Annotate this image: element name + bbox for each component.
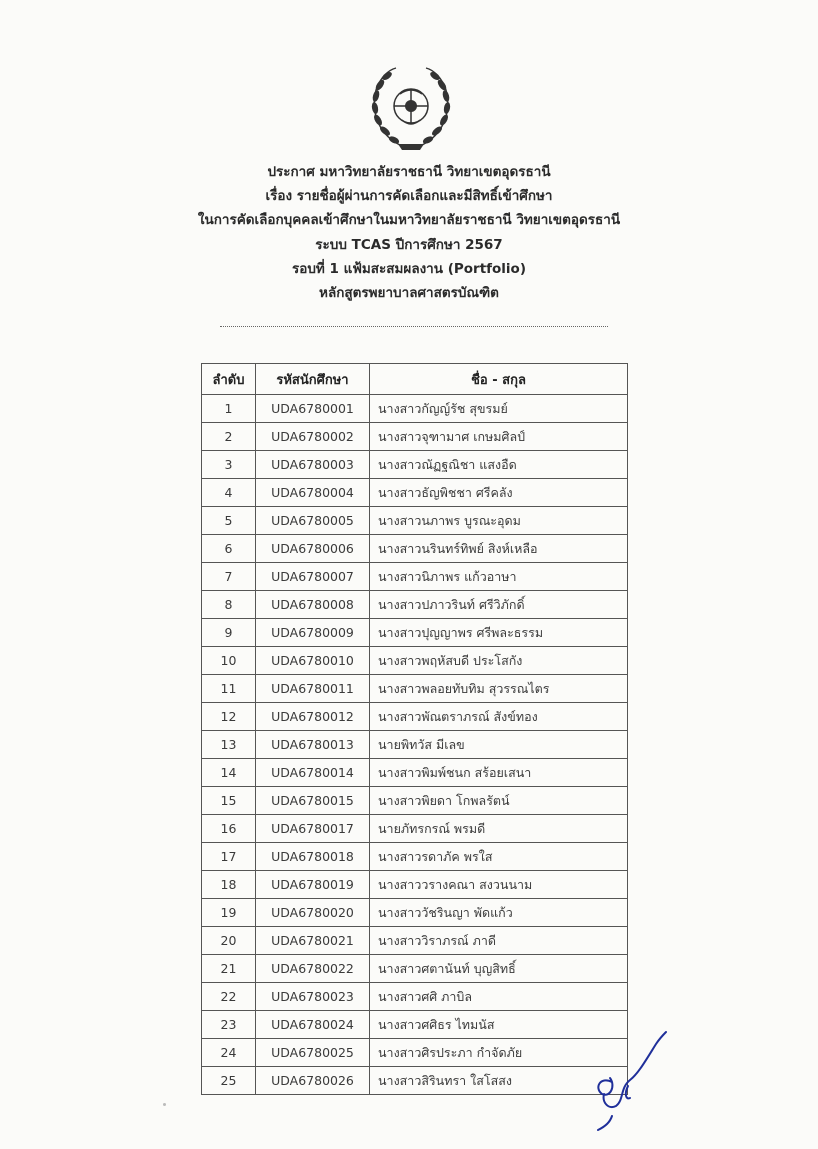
table-row [202, 479, 628, 507]
row-order: 9 [202, 619, 256, 647]
announcement-header [0, 160, 818, 305]
table-row [202, 675, 628, 703]
row-full-name: นางสาวสิรินทรา ใสโสสง [370, 1067, 628, 1095]
row-full-name: นางสาวนิภาพร แก้วอาษา [370, 563, 628, 591]
row-full-name: นางสาวพิยดา โกพลรัตน์ [370, 787, 628, 815]
table-row [202, 1039, 628, 1067]
row-student-id: UDA6780010 [256, 647, 370, 675]
row-order: 8 [202, 591, 256, 619]
row-full-name: นายภัทรกรณ์ พรมดี [370, 815, 628, 843]
row-student-id: UDA6780015 [256, 787, 370, 815]
table-row [202, 899, 628, 927]
row-full-name: นายพิทวัส มีเลข [370, 731, 628, 759]
table-row [202, 955, 628, 983]
row-student-id: UDA6780019 [256, 871, 370, 899]
table-row [202, 759, 628, 787]
row-order: 3 [202, 451, 256, 479]
row-student-id: UDA6780004 [256, 479, 370, 507]
table-row [202, 423, 628, 451]
row-order: 6 [202, 535, 256, 563]
table-row [202, 843, 628, 871]
announcement-round: รอบที่ 1 แฟ้มสะสมผลงาน (Portfolio) [292, 260, 526, 277]
row-full-name: นางสาวพัณตราภรณ์ สังข์ทอง [370, 703, 628, 731]
row-student-id: UDA6780014 [256, 759, 370, 787]
row-order: 25 [202, 1067, 256, 1095]
row-order: 11 [202, 675, 256, 703]
table-row [202, 1067, 628, 1095]
table-row [202, 535, 628, 563]
table-row [202, 563, 628, 591]
row-student-id: UDA6780002 [256, 423, 370, 451]
announcement-subject: เรื่อง รายชื่อผู้ผ่านการคัดเลือกและมีสิทธิ์เข้าศึกษา [265, 188, 553, 205]
row-student-id: UDA6780003 [256, 451, 370, 479]
row-full-name: นางสาวศศิ ภาบิล [370, 983, 628, 1011]
row-order: 21 [202, 955, 256, 983]
row-order: 23 [202, 1011, 256, 1039]
row-order: 12 [202, 703, 256, 731]
row-order: 16 [202, 815, 256, 843]
table-row [202, 983, 628, 1011]
row-full-name: นางสาววัชรินญา พัดแก้ว [370, 899, 628, 927]
row-student-id: UDA6780008 [256, 591, 370, 619]
row-full-name: นางสาวนภาพร บูรณะอุดม [370, 507, 628, 535]
table-row [202, 731, 628, 759]
row-student-id: UDA6780021 [256, 927, 370, 955]
table-row [202, 815, 628, 843]
row-student-id: UDA6780006 [256, 535, 370, 563]
handwritten-signature [590, 1030, 670, 1135]
row-full-name: นางสาวปุญญาพร ศรีพละธรรม [370, 619, 628, 647]
table-row [202, 451, 628, 479]
table-row [202, 927, 628, 955]
scan-speck [163, 1103, 166, 1106]
table-row [202, 395, 628, 423]
row-student-id: UDA6780012 [256, 703, 370, 731]
table-row [202, 1011, 628, 1039]
admitted-students-table [201, 363, 628, 1095]
row-full-name: นางสาววรางคณา สงวนนาม [370, 871, 628, 899]
announcement-title: ประกาศ มหาวิทยาลัยราชธานี วิทยาเขตอุดรธานี [267, 164, 551, 180]
header-student-id: รหัสนักศึกษา [256, 364, 370, 395]
row-student-id: UDA6780013 [256, 731, 370, 759]
row-order: 7 [202, 563, 256, 591]
row-full-name: นางสาวณัฏฐณิชา แสงอืด [370, 451, 628, 479]
row-full-name: นางสาวปภาวรินท์ ศรีวิภักดิ์ [370, 591, 628, 619]
row-order: 20 [202, 927, 256, 955]
row-student-id: UDA6780020 [256, 899, 370, 927]
row-order: 24 [202, 1039, 256, 1067]
row-student-id: UDA6780011 [256, 675, 370, 703]
row-order: 13 [202, 731, 256, 759]
row-student-id: UDA6780001 [256, 395, 370, 423]
row-student-id: UDA6780005 [256, 507, 370, 535]
announcement-system: ระบบ TCAS ปีการศึกษา 2567 [315, 236, 503, 253]
row-order: 17 [202, 843, 256, 871]
row-student-id: UDA6780007 [256, 563, 370, 591]
row-student-id: UDA6780023 [256, 983, 370, 1011]
row-order: 1 [202, 395, 256, 423]
table-row [202, 647, 628, 675]
row-full-name: นางสาวพลอยทับทิม สุวรรณไตร [370, 675, 628, 703]
header-order: ลำดับ [202, 364, 256, 395]
dotted-divider [220, 326, 608, 327]
row-full-name: นางสาวนรินทร์ทิพย์ สิงห์เหลือ [370, 535, 628, 563]
row-student-id: UDA6780017 [256, 815, 370, 843]
row-student-id: UDA6780026 [256, 1067, 370, 1095]
header-full-name: ชื่อ - สกุล [370, 364, 628, 395]
row-full-name: นางสาววิราภรณ์ ภาดี [370, 927, 628, 955]
table-row [202, 591, 628, 619]
table-header-row [202, 364, 628, 395]
table-row [202, 619, 628, 647]
university-emblem-icon [362, 62, 460, 154]
row-full-name: นางสาวพฤหัสบดี ประโสกัง [370, 647, 628, 675]
row-order: 15 [202, 787, 256, 815]
row-order: 18 [202, 871, 256, 899]
row-order: 2 [202, 423, 256, 451]
row-student-id: UDA6780022 [256, 955, 370, 983]
table-row [202, 871, 628, 899]
row-full-name: นางสาวพิมพ์ชนก สร้อยเสนา [370, 759, 628, 787]
row-order: 5 [202, 507, 256, 535]
row-full-name: นางสาวรดาภัค พรใส [370, 843, 628, 871]
row-full-name: นางสาวกัญญ์รัช สุขรมย์ [370, 395, 628, 423]
row-order: 4 [202, 479, 256, 507]
row-student-id: UDA6780009 [256, 619, 370, 647]
row-order: 22 [202, 983, 256, 1011]
row-student-id: UDA6780025 [256, 1039, 370, 1067]
row-full-name: นางสาวธัญพิชชา ศรีคลัง [370, 479, 628, 507]
row-full-name: นางสาวจุฑามาศ เกษมศิลป์ [370, 423, 628, 451]
row-order: 10 [202, 647, 256, 675]
row-order: 14 [202, 759, 256, 787]
table-row [202, 507, 628, 535]
row-order: 19 [202, 899, 256, 927]
table-row [202, 787, 628, 815]
announcement-program: หลักสูตรพยาบาลศาสตรบัณฑิต [319, 285, 499, 302]
row-student-id: UDA6780024 [256, 1011, 370, 1039]
announcement-context: ในการคัดเลือกบุคคลเข้าศึกษาในมหาวิทยาลัยราชธานี วิทยาเขตอุดรธานี [197, 212, 621, 229]
row-full-name: นางสาวศตานันท์ บุญสิทธิ์ [370, 955, 628, 983]
row-full-name: นางสาวศศิธร ไทมนัส [370, 1011, 628, 1039]
row-full-name: นางสาวศิรประภา กำจัดภัย [370, 1039, 628, 1067]
row-student-id: UDA6780018 [256, 843, 370, 871]
table-row [202, 703, 628, 731]
